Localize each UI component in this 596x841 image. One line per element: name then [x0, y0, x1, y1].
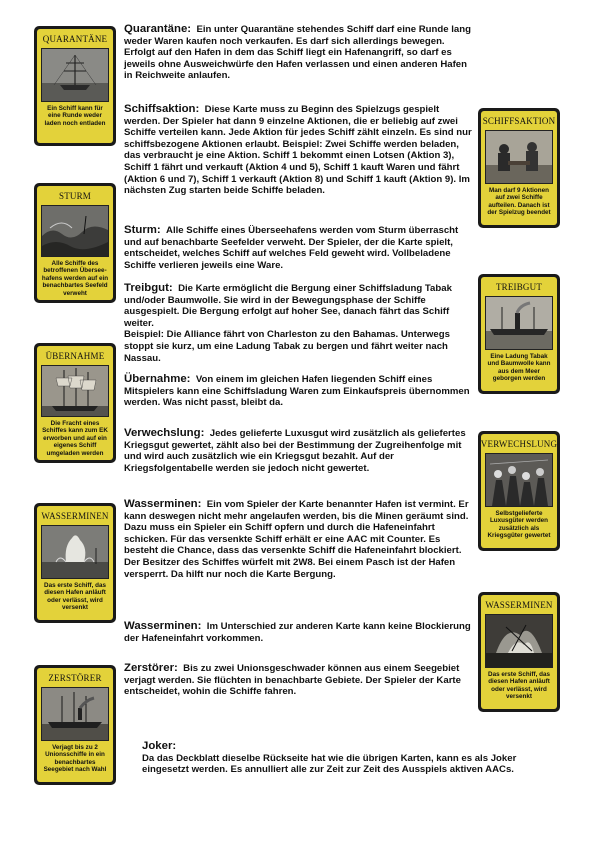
section-text: Ein vom Spieler der Karte benannter Hafen ist vermint. Er kann deswegen nicht mehr angelaufen werden, bis die Minen geräumt sind. Dazu muss ein Spieler ein Schiff opfern und durch die Hafeneinfahrt schicken. Für das versenkte Schiff erhält er eine AAC mit Counter. Es besteht die Chance, dass das versenkte Schiff die Hafeneinfahrt blockiert. Der Besitzer des Schiffes würfelt mit 2W8. Bei einem Pasch ist der Hafen versperrt. Da hilft nur noch die Karte Bergung. [124, 499, 469, 580]
section-wasserminen-1 [124, 499, 474, 580]
section-wasserminen-2 [124, 621, 474, 644]
card-caption: Man darf 9 Aktionen auf zwei Schiffe aufteilen. Danach ist der Spielzug beendet [487, 187, 551, 217]
section-text: Ein unter Quarantäne stehendes Schiff darf eine Runde lang weder Waren kaufen noch verkaufen. Es darf sich allerdings bewegen. Erfolgt auf den Hafen in dem das Schiff liegt ein Hafenangriff, so darf es jeweils ohne Ausweichwürfe den Hafen verlassen und einen anderen Hafen in Reichweite anlaufen. [124, 24, 471, 82]
section-heading: Quarantäne: [124, 23, 192, 35]
card-title: TREIBGUT [495, 282, 543, 292]
card-wasserminen-1 [34, 503, 116, 623]
section-sturm [124, 225, 474, 271]
card-wasserminen-2 [478, 592, 560, 712]
card-caption: Alle Schiffe des betroffenen Übersee-hafens werden auf ein benachbartes Seefeld verweht [41, 259, 109, 297]
section-text: Alle Schiffe eines Überseehafens werden vom Sturm überrascht und auf benachbarte Seefelder verweht. Der Spieler, der die Karte spielt, entscheidet, welches Schiff auf welches Feld geweht wird. Vollbeladene Schiffe verlieren jeweils eine Ware. [124, 225, 459, 271]
section-zerstoerer [124, 663, 474, 698]
section-joker [142, 741, 562, 776]
section-text: Von einem im gleichen Hafen liegenden Schiff eines Mitspielers kann eine Schiffsladung Waren zum Einkaufspreis übernommen werden. Was nicht passt, bleibt da. [124, 374, 470, 409]
section-heading: Wasserminen: [124, 620, 202, 632]
section-heading: Treibgut: [124, 282, 173, 294]
section-verwechslung [124, 428, 474, 474]
stormy-sea-image [41, 205, 109, 257]
tall-ship-image [41, 365, 109, 417]
section-uebernahme [124, 374, 474, 409]
card-treibgut [478, 274, 560, 394]
section-text: Im Unterschied zur anderen Karte kann keine Blockierung der Hafeneinfahrt vorkommen. [124, 621, 471, 644]
burning-ship-image [485, 614, 553, 668]
section-heading: Joker: [142, 740, 177, 752]
section-heading: Verwechslung: [124, 427, 205, 439]
section-schiffsaktion [124, 104, 474, 197]
section-heading: Übernahme: [124, 373, 191, 385]
card-title: WASSERMINEN [41, 511, 109, 521]
section-text: Da das Deckblatt dieselbe Rückseite hat wie die übrigen Karten, kann es als Joker eingesetzt werden. Es annulliert alle zur Zeit zur Zeit des Ausspiels aktiven AACs. [142, 752, 517, 776]
card-caption: Die Fracht eines Schiffes kann zum EK erworben und auf ein eigenes Schiff umgeladen werden [42, 419, 108, 457]
card-caption: Das erste Schiff, das diesen Hafen anläuft oder verlässt, wird versenkt [44, 582, 106, 612]
section-text: Die Karte ermöglicht die Bergung einer Schiffsladung Tabak und/oder Baumwolle. Sie wird in der Bewegungsphase der Schiffe ausgespielt. Die Bergung erfolgt auf hoher See, danach fährt das Schiff weiter. [124, 283, 452, 329]
section-treibgut [124, 283, 474, 364]
card-uebernahme [34, 343, 116, 463]
men-at-table-image [485, 130, 553, 184]
water-explosion-image [41, 525, 109, 579]
card-schiffsaktion [478, 108, 560, 228]
section-example: Beispiel: Die Alliance fährt von Charleston zu den Bahamas. Unterwegs stoppt sie kurz, um eine Ladung Tabak zu bergen und fährt weiter nach Nassau. [124, 329, 450, 364]
card-title: SCHIFFSAKTION [482, 116, 556, 126]
section-heading: Schiffsaktion: [124, 103, 200, 115]
card-title: QUARANTÄNE [42, 34, 108, 44]
steam-warship-image [41, 687, 109, 741]
card-caption: Eine Ladung Tabak und Baumwolle kann aus dem Meer geborgen werden [487, 353, 551, 383]
section-text: Bis zu zwei Unionsgeschwader können aus einem Seegebiet verjagt werden. Sie flüchten in benachbarte Gebiete. Der Spieler der Karte entscheidet, wohin die Schiffe fahren. [124, 663, 461, 698]
card-verwechslung [478, 431, 560, 551]
ship-in-harbor-image [41, 48, 109, 102]
card-caption: Ein Schiff kann für eine Runde weder laden noch entladen [44, 105, 106, 127]
card-quarantaene [34, 26, 116, 146]
card-title: VERWECHSLUNG [480, 439, 558, 449]
section-heading: Wasserminen: [124, 498, 202, 510]
card-title: WASSERMINEN [485, 600, 553, 610]
section-quarantaene [124, 24, 474, 82]
card-title: ZERSTÖRER [48, 673, 102, 683]
card-caption: Selbstgelieferte Luxusgüter werden zusätzlich als Kriegsgüter gewertet [487, 510, 551, 540]
card-title: STURM [58, 191, 91, 201]
card-sturm [34, 183, 116, 303]
steamship-image [485, 296, 553, 350]
section-text: Jedes gelieferte Luxusgut wird zusätzlich als geliefertes Kriegsgut gewertet, zählt also bei der Bestimmung der Zugreihenfolge mit und wird auch zusätzlich wie ein Kriegsgut bezahlt. Auf der Kriegsfolgentabelle werden sie jedoch nicht gewertet. [124, 428, 466, 474]
card-caption: Verjagt bis zu 2 Unionsschiffe in ein benachbartes Seegebiet nach Wahl [43, 744, 107, 774]
section-heading: Zerstörer: [124, 662, 178, 674]
section-heading: Sturm: [124, 224, 161, 236]
card-zerstoerer [34, 665, 116, 785]
card-caption: Das erste Schiff, das diesen Hafen anläuft oder verlässt, wird versenkt [488, 671, 550, 701]
crowd-scene-image [485, 453, 553, 507]
card-title: ÜBERNAHME [45, 351, 105, 361]
section-text: Diese Karte muss zu Beginn des Spielzugs gespielt werden. Der Spieler hat dann 9 einzelne Aktionen, die er beliebig auf zwei Schiffe verteilen kann. Jede Aktion für jedes Schiff zählt einzeln. Es sind nur schiffsbezogene Aktionen erlaubt. Beispiel: Zwei Schiffe werden beladen, das verbraucht je eine Aktion. Schiff 1 bekommt einen Lotsen (Aktion 3), Schiff 1 fährt und verkauft (Aktion 4 und 5), Schiff 1 kauft Waren und fährt (Aktion 6 und 7), Schiff 1 verkauft (Aktion 8) und Schiff 1 kauft (Aktion 9). Im nächsten Zug starten beide Schiffe beladen. [124, 104, 472, 197]
